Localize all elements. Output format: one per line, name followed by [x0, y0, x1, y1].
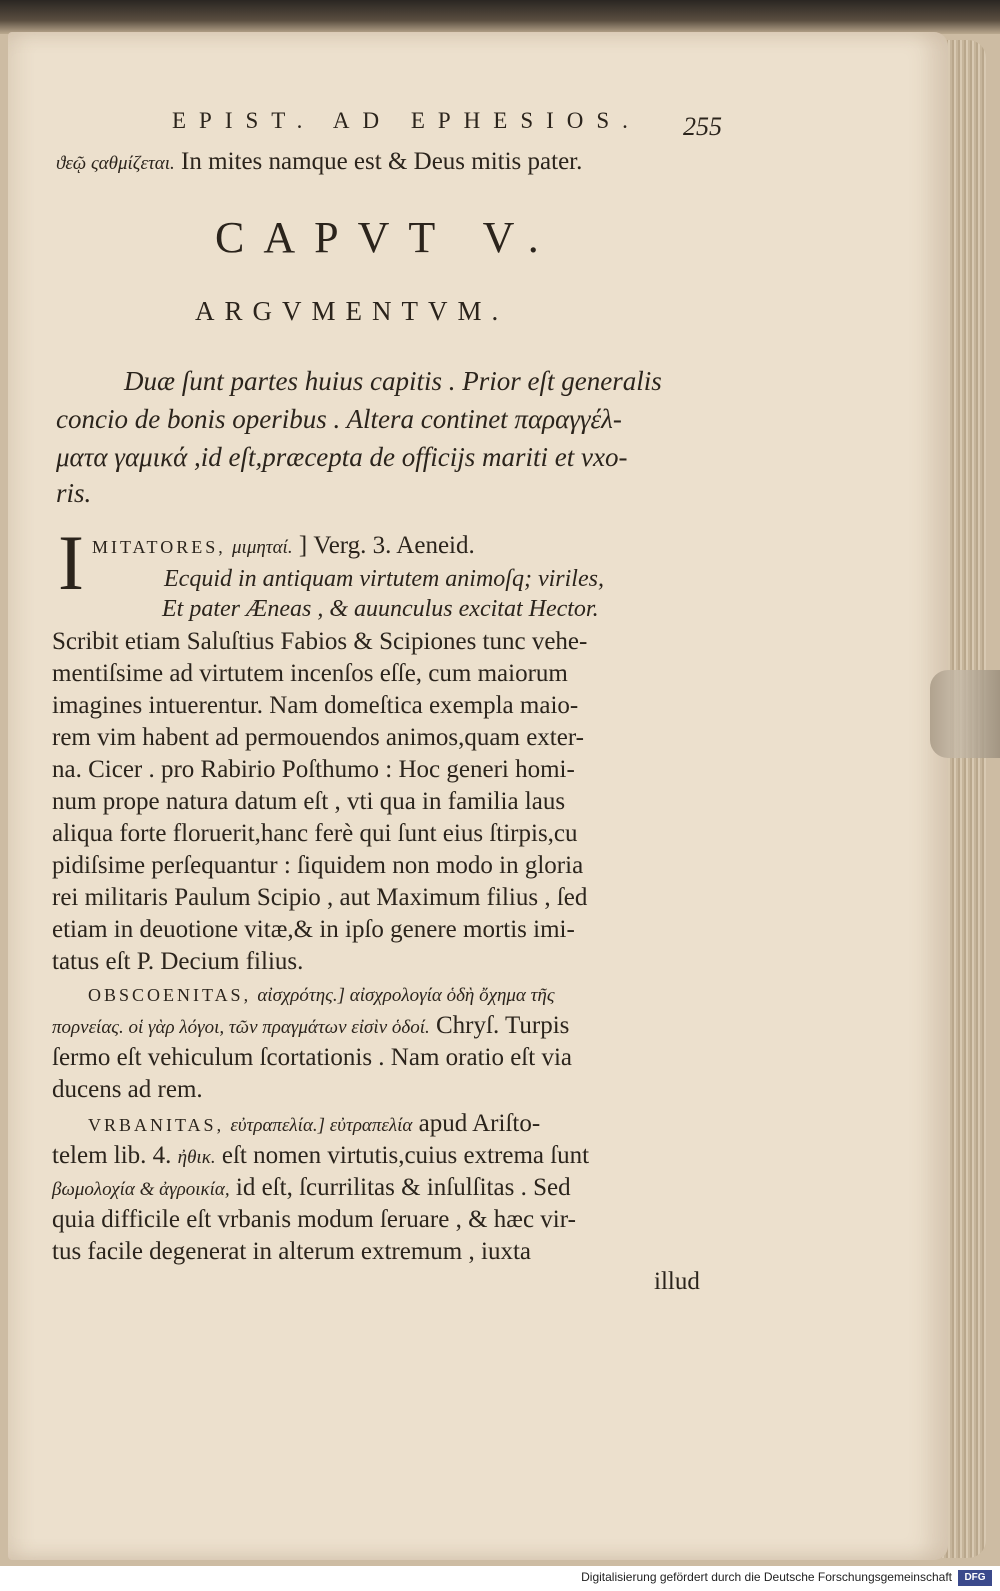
body-line: na. Cicer . pro Rabirio Poſthumo : Hoc generi homi-	[52, 756, 575, 783]
body-line: rei militaris Paulum Scipio , aut Maximum filius , ſed	[52, 884, 588, 911]
argumentum-line: ris.	[56, 478, 92, 508]
greek-text: πορνείας. οἱ γὰρ λόγοι, τῶν πραγμάτων εἰσὶν ὁδοί.	[52, 1017, 430, 1038]
lemma-greek: μιμηταί.	[232, 537, 293, 558]
carryover-greek: ϑεῷ ςαθμίζεται.	[56, 153, 175, 174]
body-line	[52, 1142, 589, 1170]
argumentum-line: ματα γαμικά ,id eſt,præcepta de officijs mariti et vxo-	[56, 442, 628, 472]
running-title: EPIST. AD EPHESIOS.	[172, 108, 641, 133]
body-line: ducens ad rem.	[52, 1076, 203, 1103]
greek-text: εὐτραπελία.] εὐτραπελία	[230, 1115, 413, 1136]
verse-line: Ecquid in antiquam virtutem animoſq; viriles,	[164, 566, 604, 592]
body-line: etiam in deuotione vitæ,& in ipſo genere mortis imi-	[52, 916, 575, 943]
body-line: aliqua forte floruerit,hanc ferè qui ſunt eius ſtirpis,cu	[52, 820, 578, 847]
latin-text: id eſt, ſcurrilitas & inſulſitas . Sed	[235, 1174, 571, 1201]
body-line: Scribit etiam Saluſtius Fabios & Scipiones tunc vehe-	[52, 628, 588, 655]
greek-text: βωμολοχία & ἀγροικία,	[52, 1179, 230, 1200]
chapter-title: CAPVT V.	[215, 213, 558, 262]
body-line: tatus eſt P. Decium filius.	[52, 948, 304, 975]
body-line: imagines intuerentur. Nam domeſtica exempla maio-	[52, 692, 579, 719]
lemma-urbanitas: VRBANITAS,	[88, 1115, 225, 1135]
catchword: illud	[654, 1268, 700, 1295]
body-line	[52, 1174, 571, 1202]
body-line: rem vim habent ad permouendos animos,quam exter-	[52, 724, 584, 751]
reference-text: ] Verg. 3. Aeneid.	[298, 532, 475, 559]
body-first-line	[92, 532, 475, 560]
verse-line: Et pater Æneas , & auunculus excitat Hector.	[162, 596, 599, 622]
latin-text: apud Ariſto-	[418, 1110, 541, 1137]
argumentum-line: Duæ ſunt partes huius capitis . Prior eſt generalis	[124, 366, 662, 396]
argumentum-line: concio de bonis operibus . Altera continet παραγγέλ-	[56, 404, 622, 434]
chapter-subtitle: ARGVMENTVM.	[195, 296, 509, 326]
carryover-latin: In mites namque est & Deus mitis pater.	[181, 148, 583, 175]
body-line: num prope natura datum eſt , vti qua in familia laus	[52, 788, 566, 815]
book-top-edge	[0, 0, 1000, 34]
greek-text: αἰσχρότης.] αἰσχρολογία ὁδὴ ὄχημα τῆς	[257, 985, 555, 1006]
lemma-obscoenitas: OBSCOENITAS,	[88, 985, 252, 1005]
latin-text: eſt nomen virtutis,cuius extrema ſunt	[221, 1142, 590, 1169]
drop-capital: I	[58, 519, 84, 606]
dfg-logo: DFG	[958, 1570, 992, 1586]
latin-text: Chryſ. Turpis	[436, 1012, 570, 1039]
body-line	[88, 1110, 540, 1138]
body-line: tus facile degenerat in alterum extremum , iuxta	[52, 1238, 531, 1265]
page-number: 255	[683, 112, 722, 141]
latin-text: telem lib. 4.	[52, 1142, 172, 1169]
lemma-imitatores: MITATORES,	[92, 537, 226, 557]
carryover-line	[56, 148, 582, 176]
body-line: ſermo eſt vehiculum ſcortationis . Nam oratio eſt via	[52, 1044, 572, 1071]
footer-bar	[0, 1566, 1000, 1591]
footer-credit: Digitalisierung gefördert durch die Deutsche Forschungsgemeinschaft	[581, 1570, 952, 1584]
book-clip	[930, 670, 1000, 758]
body-line: quia difficile eſt vrbanis modum ſeruare , & hæc vir-	[52, 1206, 576, 1233]
body-line: mentiſsime ad virtutem incenſos eſſe, cum maiorum	[52, 660, 568, 687]
greek-text: ἠθικ.	[177, 1147, 216, 1168]
body-line	[88, 980, 555, 1008]
body-line	[52, 1012, 569, 1040]
body-line: pidiſsime perſequantur : ſiquidem non modo in gloria	[52, 852, 584, 879]
